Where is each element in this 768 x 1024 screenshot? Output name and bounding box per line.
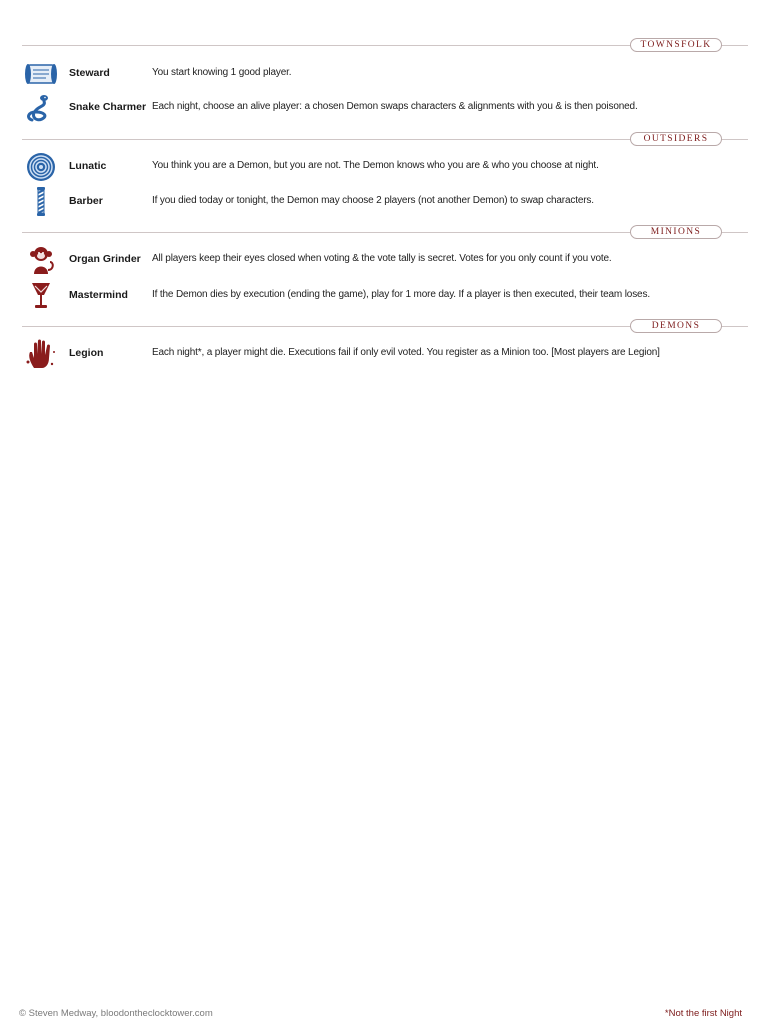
- scroll-icon: [22, 58, 60, 90]
- role-ability: All players keep their eyes closed when voting & the vote tally is secret. Votes for you only count if you vote.: [152, 253, 612, 264]
- role-ability: If the Demon dies by execution (ending the game), play for 1 more day. If a player is then executed, their team loses.: [152, 289, 650, 300]
- barber-pole-icon: [22, 186, 60, 218]
- footer-copyright: © Steven Medway, bloodontheclocktower.com: [19, 1008, 213, 1019]
- role-ability: You start knowing 1 good player.: [152, 67, 292, 78]
- section-title: MINIONS: [630, 225, 722, 239]
- section-title: TOWNSFOLK: [630, 38, 722, 52]
- role-row-barber: [22, 186, 748, 218]
- role-name: Snake Charmer: [69, 101, 147, 113]
- section-header-demons: [22, 319, 748, 333]
- section-title: DEMONS: [630, 319, 722, 333]
- role-row-legion: [22, 338, 748, 370]
- monkey-icon: [22, 244, 60, 276]
- goblet-icon: [22, 280, 60, 312]
- spiral-icon: [22, 151, 60, 183]
- section-title: OUTSIDERS: [630, 132, 722, 146]
- role-row-steward: [22, 58, 748, 90]
- section-header-outsiders: [22, 132, 748, 146]
- role-name: Mastermind: [69, 289, 128, 301]
- role-name: Organ Grinder: [69, 253, 141, 265]
- footer-note: *Not the first Night: [664, 1008, 742, 1019]
- role-row-mastermind: [22, 280, 748, 312]
- role-ability: If you died today or tonight, the Demon may choose 2 players (not another Demon) to swap characters.: [152, 195, 594, 206]
- role-ability: Each night*, a player might die. Executions fail if only evil voted. You register as a Minion too. [Most players are Legion]: [152, 347, 660, 358]
- role-name: Steward: [69, 67, 110, 79]
- role-name: Barber: [69, 195, 103, 207]
- snake-icon: [22, 92, 60, 124]
- section-header-townsfolk: [22, 38, 748, 52]
- bloody-hand-icon: [22, 338, 60, 370]
- role-ability: Each night, choose an alive player: a chosen Demon swaps characters & alignments with you & is then poisoned.: [152, 101, 638, 112]
- role-name: Lunatic: [69, 160, 107, 172]
- role-name: Legion: [69, 347, 104, 359]
- role-ability: You think you are a Demon, but you are not. The Demon knows who you are & who you choose at night.: [152, 160, 599, 171]
- section-header-minions: [22, 225, 748, 239]
- role-row-lunatic: [22, 151, 748, 183]
- role-row-organ-grinder: [22, 244, 748, 276]
- role-row-snake-charmer: [22, 92, 748, 124]
